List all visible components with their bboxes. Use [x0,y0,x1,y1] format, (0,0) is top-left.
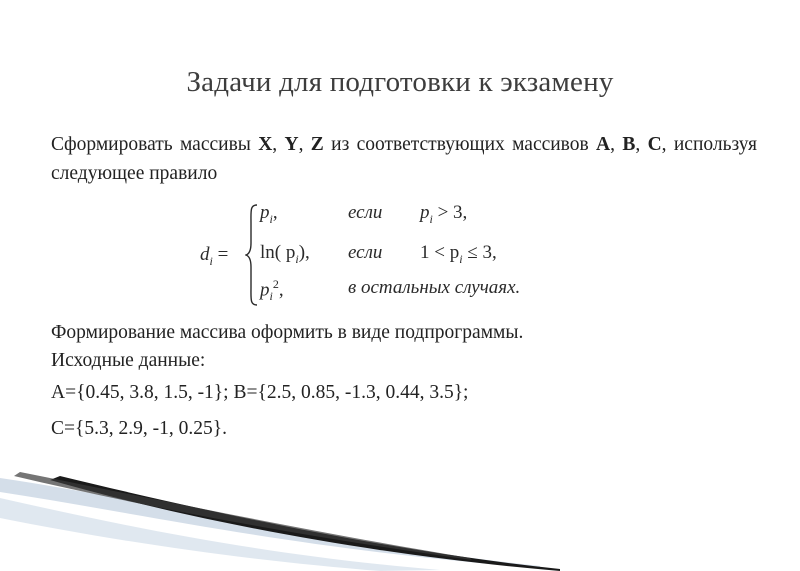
case-1-condition: $p_i > 3$, [420,202,468,226]
array-z: Z [310,134,324,155]
task-text-3: , используя следующее правило [51,134,758,184]
case-3-expression: $p_i^2$, [260,277,284,304]
separator: , [610,134,623,155]
task-text-2: из соответствующих массивов [323,134,597,155]
array-b: B [622,134,636,155]
subprogram-note: Формирование массива оформить в виде подпрограммы. [51,322,524,343]
case-3-otherwise: в остальных случаях. [348,277,521,298]
case-2-condition: $1 < p_i \le 3$, [420,242,497,266]
task-statement [51,130,757,188]
slide-title: Задачи для подготовки к экзамену [186,66,614,98]
array-c: C [647,134,662,155]
separator: , [272,134,285,155]
case-2-expression: ln( $p_i$), [260,242,310,266]
separator: , [298,134,311,155]
left-brace-icon [245,203,259,307]
array-a: A [596,134,611,155]
separator: , [635,134,648,155]
piecewise-formula [200,197,620,309]
formula-lhs: $d_i$ = [200,244,229,268]
case-1-if-word: если [348,202,383,223]
decorative-ribbon [0,470,800,571]
case-1-expression: $p_i$, [260,202,278,226]
input-array-c: C={5.3, 2.9, -1, 0.25}. [51,418,227,439]
input-arrays-ab: A={0.45, 3.8, 1.5, -1}; B={2.5, 0.85, -1.3, 0.44, 3.5}; [51,382,469,403]
input-heading: Исходные данные: [51,350,206,371]
array-x: X [258,134,273,155]
case-2-if-word: если [348,242,383,263]
array-y: Y [284,134,299,155]
task-text-1: Сформировать массивы [51,134,259,155]
